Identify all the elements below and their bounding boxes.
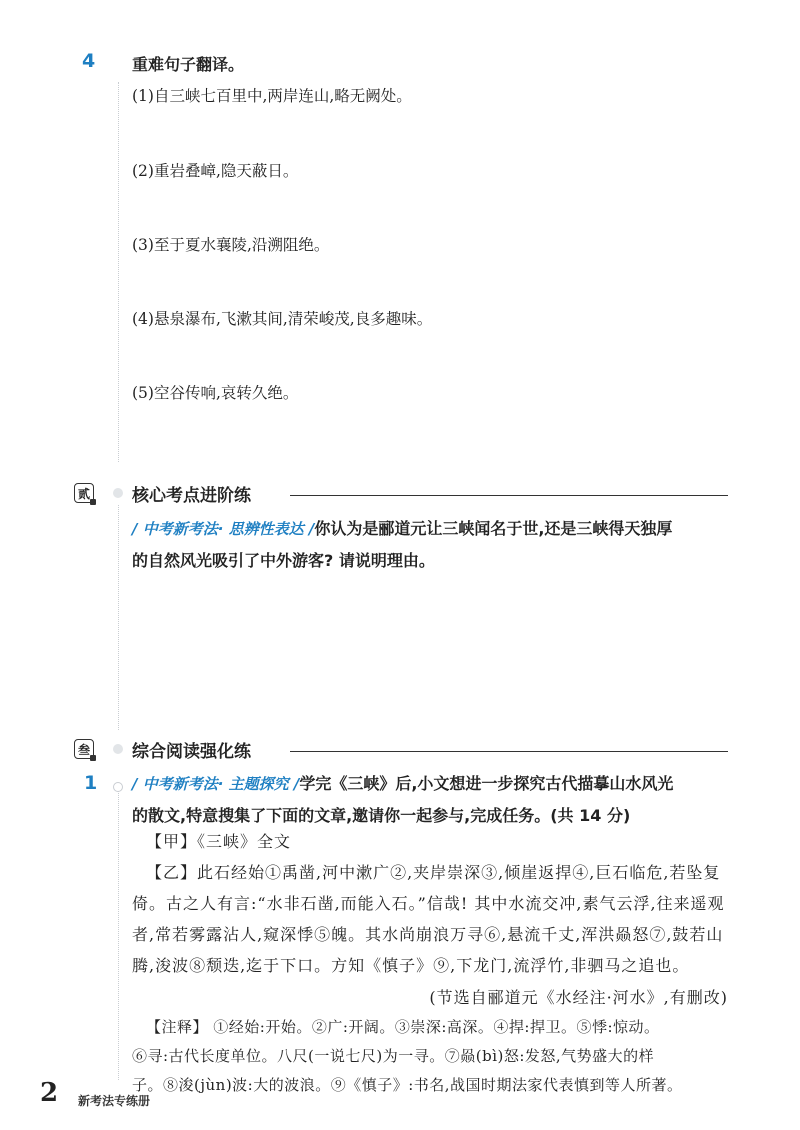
margin-guide-line: [118, 505, 119, 730]
question-paragraph: [132, 768, 742, 831]
section-title: 综合阅读强化练: [132, 742, 251, 762]
margin-guide-line: [118, 790, 119, 1080]
passage-line: 【乙】此石经始①禹凿,河中漱广②,夹岸崇深③,倾崖返捍④,巨石临危,若坠复: [146, 863, 721, 882]
book-title: 新考法专练册: [78, 1094, 151, 1108]
question-number: 4: [82, 50, 96, 72]
margin-guide-line: [118, 82, 119, 462]
note-line: 【注释】 ①经始:开始。②广:开阔。③崇深:高深。④捍:捍卫。⑤悸:惊动。: [146, 1018, 660, 1036]
translation-item: (5)空谷传响,哀转久绝。: [132, 384, 299, 402]
section-badge: 贰: [74, 483, 94, 503]
question-text-line: 你认为是郦道元让三峡闻名于世,还是三峡得天独厚: [314, 519, 673, 538]
question-text-line: 学完《三峡》后,小文想进一步探究古代描摹山水风光: [299, 774, 674, 793]
section-rule: [290, 751, 728, 752]
question-tag: / 中考新考法· 主题探究 /: [132, 775, 300, 793]
translation-item: (1)自三峡七百里中,两岸连山,略无阙处。: [132, 87, 412, 105]
note-line: 子。⑧浚(jùn)波:大的波浪。⑨《慎子》:书名,战国时期法家代表慎到等人所著。: [132, 1076, 683, 1094]
passage-line: 倚。古之人有言:“水非石凿,而能入石。”信哉! 其中水流交冲,素气云浮,往来遥观: [132, 894, 725, 913]
section-title: 核心考点进阶练: [132, 486, 251, 506]
passage-line: 腾,浚波⑧颓迭,迄于下口。方知《慎子》⑨,下龙门,流浮竹,非驷马之追也。: [132, 956, 690, 975]
translation-item: (4)悬泉瀑布,飞漱其间,清荣峻茂,良多趣味。: [132, 310, 433, 328]
question-tag: / 中考新考法· 思辨性表达 /: [132, 520, 315, 538]
translation-item: (3)至于夏水襄陵,沿溯阻绝。: [132, 236, 330, 254]
question-number: 1: [84, 772, 98, 794]
translation-item: (2)重岩叠嶂,隐天蔽日。: [132, 162, 299, 180]
passage-line: 者,常若雾露沾人,窥深悸⑤魄。其水尚崩浪万寻⑥,悬流千丈,浑洪赑怒⑦,鼓若山: [132, 925, 724, 944]
annotation-notes: [132, 1013, 742, 1100]
bullet-dot: [113, 782, 123, 792]
question-title: 重难句子翻译。: [132, 55, 245, 74]
passage-yi: [132, 857, 738, 981]
bullet-dot: [113, 488, 123, 498]
bullet-dot: [113, 744, 123, 754]
section-badge: 叁: [74, 739, 94, 759]
question-text-line: 的自然风光吸引了中外游客? 请说明理由。: [132, 551, 435, 570]
section-rule: [290, 495, 728, 496]
question-text-line: 的散文,特意搜集了下面的文章,邀请你一起参与,完成任务。(共 14 分): [132, 806, 631, 825]
note-line: ⑥寻:古代长度单位。八尺(一说七尺)为一寻。⑦赑(bì)怒:发怒,气势盛大的样: [132, 1047, 655, 1065]
passage-jia-label: 【甲】《三峡》全文: [146, 832, 292, 851]
page-number: 2: [40, 1078, 59, 1108]
question-paragraph: [132, 513, 742, 576]
passage-source: (节选自郦道元《水经注·河水》,有删改): [429, 988, 728, 1007]
